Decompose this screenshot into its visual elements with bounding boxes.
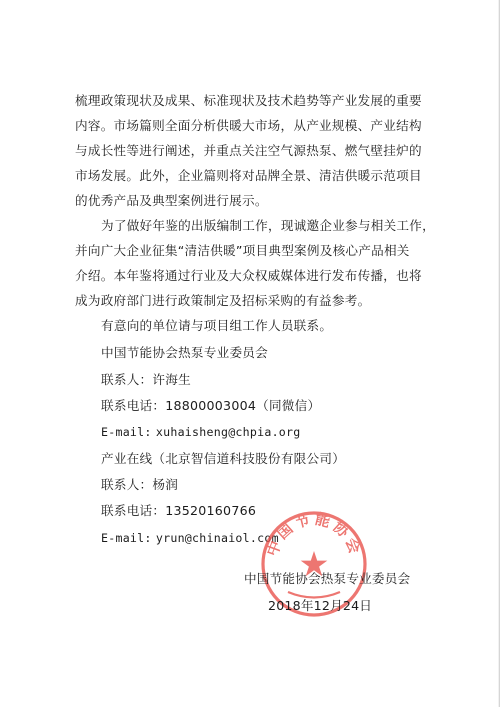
signature-org: 中国节能协会热泵专业委员会 [244,571,411,586]
body-line-8: 介绍。本年鉴将通过行业及大众权威媒体进行发布传播，也将 [75,268,422,283]
contact-email-value-2: yrun@chinaiol.com [155,531,279,545]
body-line-6: 为了做好年鉴的出版编制工作，现诚邀企业参与相关工作， [101,218,435,233]
body-line-7: 并向广大企业征集“清洁供暖”项目典型案例及核心产品相关 [75,243,410,258]
contact-phone-value-1: 18800003004（同微信） [165,398,321,413]
body-line-5: 的优秀产品及典型案例进行展示。 [75,193,268,208]
body-line-3: 与成长性等进行阐述，并重点关注空气源热泵、燃气壁挂炉的 [75,143,422,158]
contact-email-1 [101,424,301,440]
body-line-2: 内容。市场篇则全面分析供暖大市场，从产业规模、产业结构 [75,118,422,133]
contact-org-2: 产业在线（北京智信道科技股份有限公司） [101,451,346,466]
signature-date: 2018年12月24日 [268,598,373,613]
contact-org-1: 中国节能协会热泵专业委员会 [101,345,268,360]
contact-email-value-1: xuhaisheng@chpia.org [155,425,301,439]
contact-person-1: 联系人：许海生 [101,372,191,387]
contact-person-2: 联系人：杨润 [101,477,179,492]
svg-text:中国节能协会: 中国节能协会 [263,509,365,559]
body-line-1: 梳理政策现状及成果、标准现状及技术趋势等产业发展的重要 [75,93,422,108]
contact-email-2 [101,530,279,546]
body-line-9: 成为政府部门进行政策制定及招标采购的有益参考。 [75,293,371,308]
contact-phone-label-1: 联系电话： [101,398,166,413]
contact-email-label-2: E-mail: [101,531,152,545]
contact-email-label-1: E-mail: [101,425,152,439]
contact-phone-label-2: 联系电话： [101,503,166,518]
body-line-10: 有意向的单位请与项目组工作人员联系。 [101,318,333,333]
body-line-4: 市场发展。此外，企业篇则将对品牌全景、清洁供暖示范项目 [75,168,422,183]
contact-phone-2 [101,503,256,519]
contact-phone-1 [101,398,320,414]
contact-phone-value-2: 13520160766 [165,503,257,518]
